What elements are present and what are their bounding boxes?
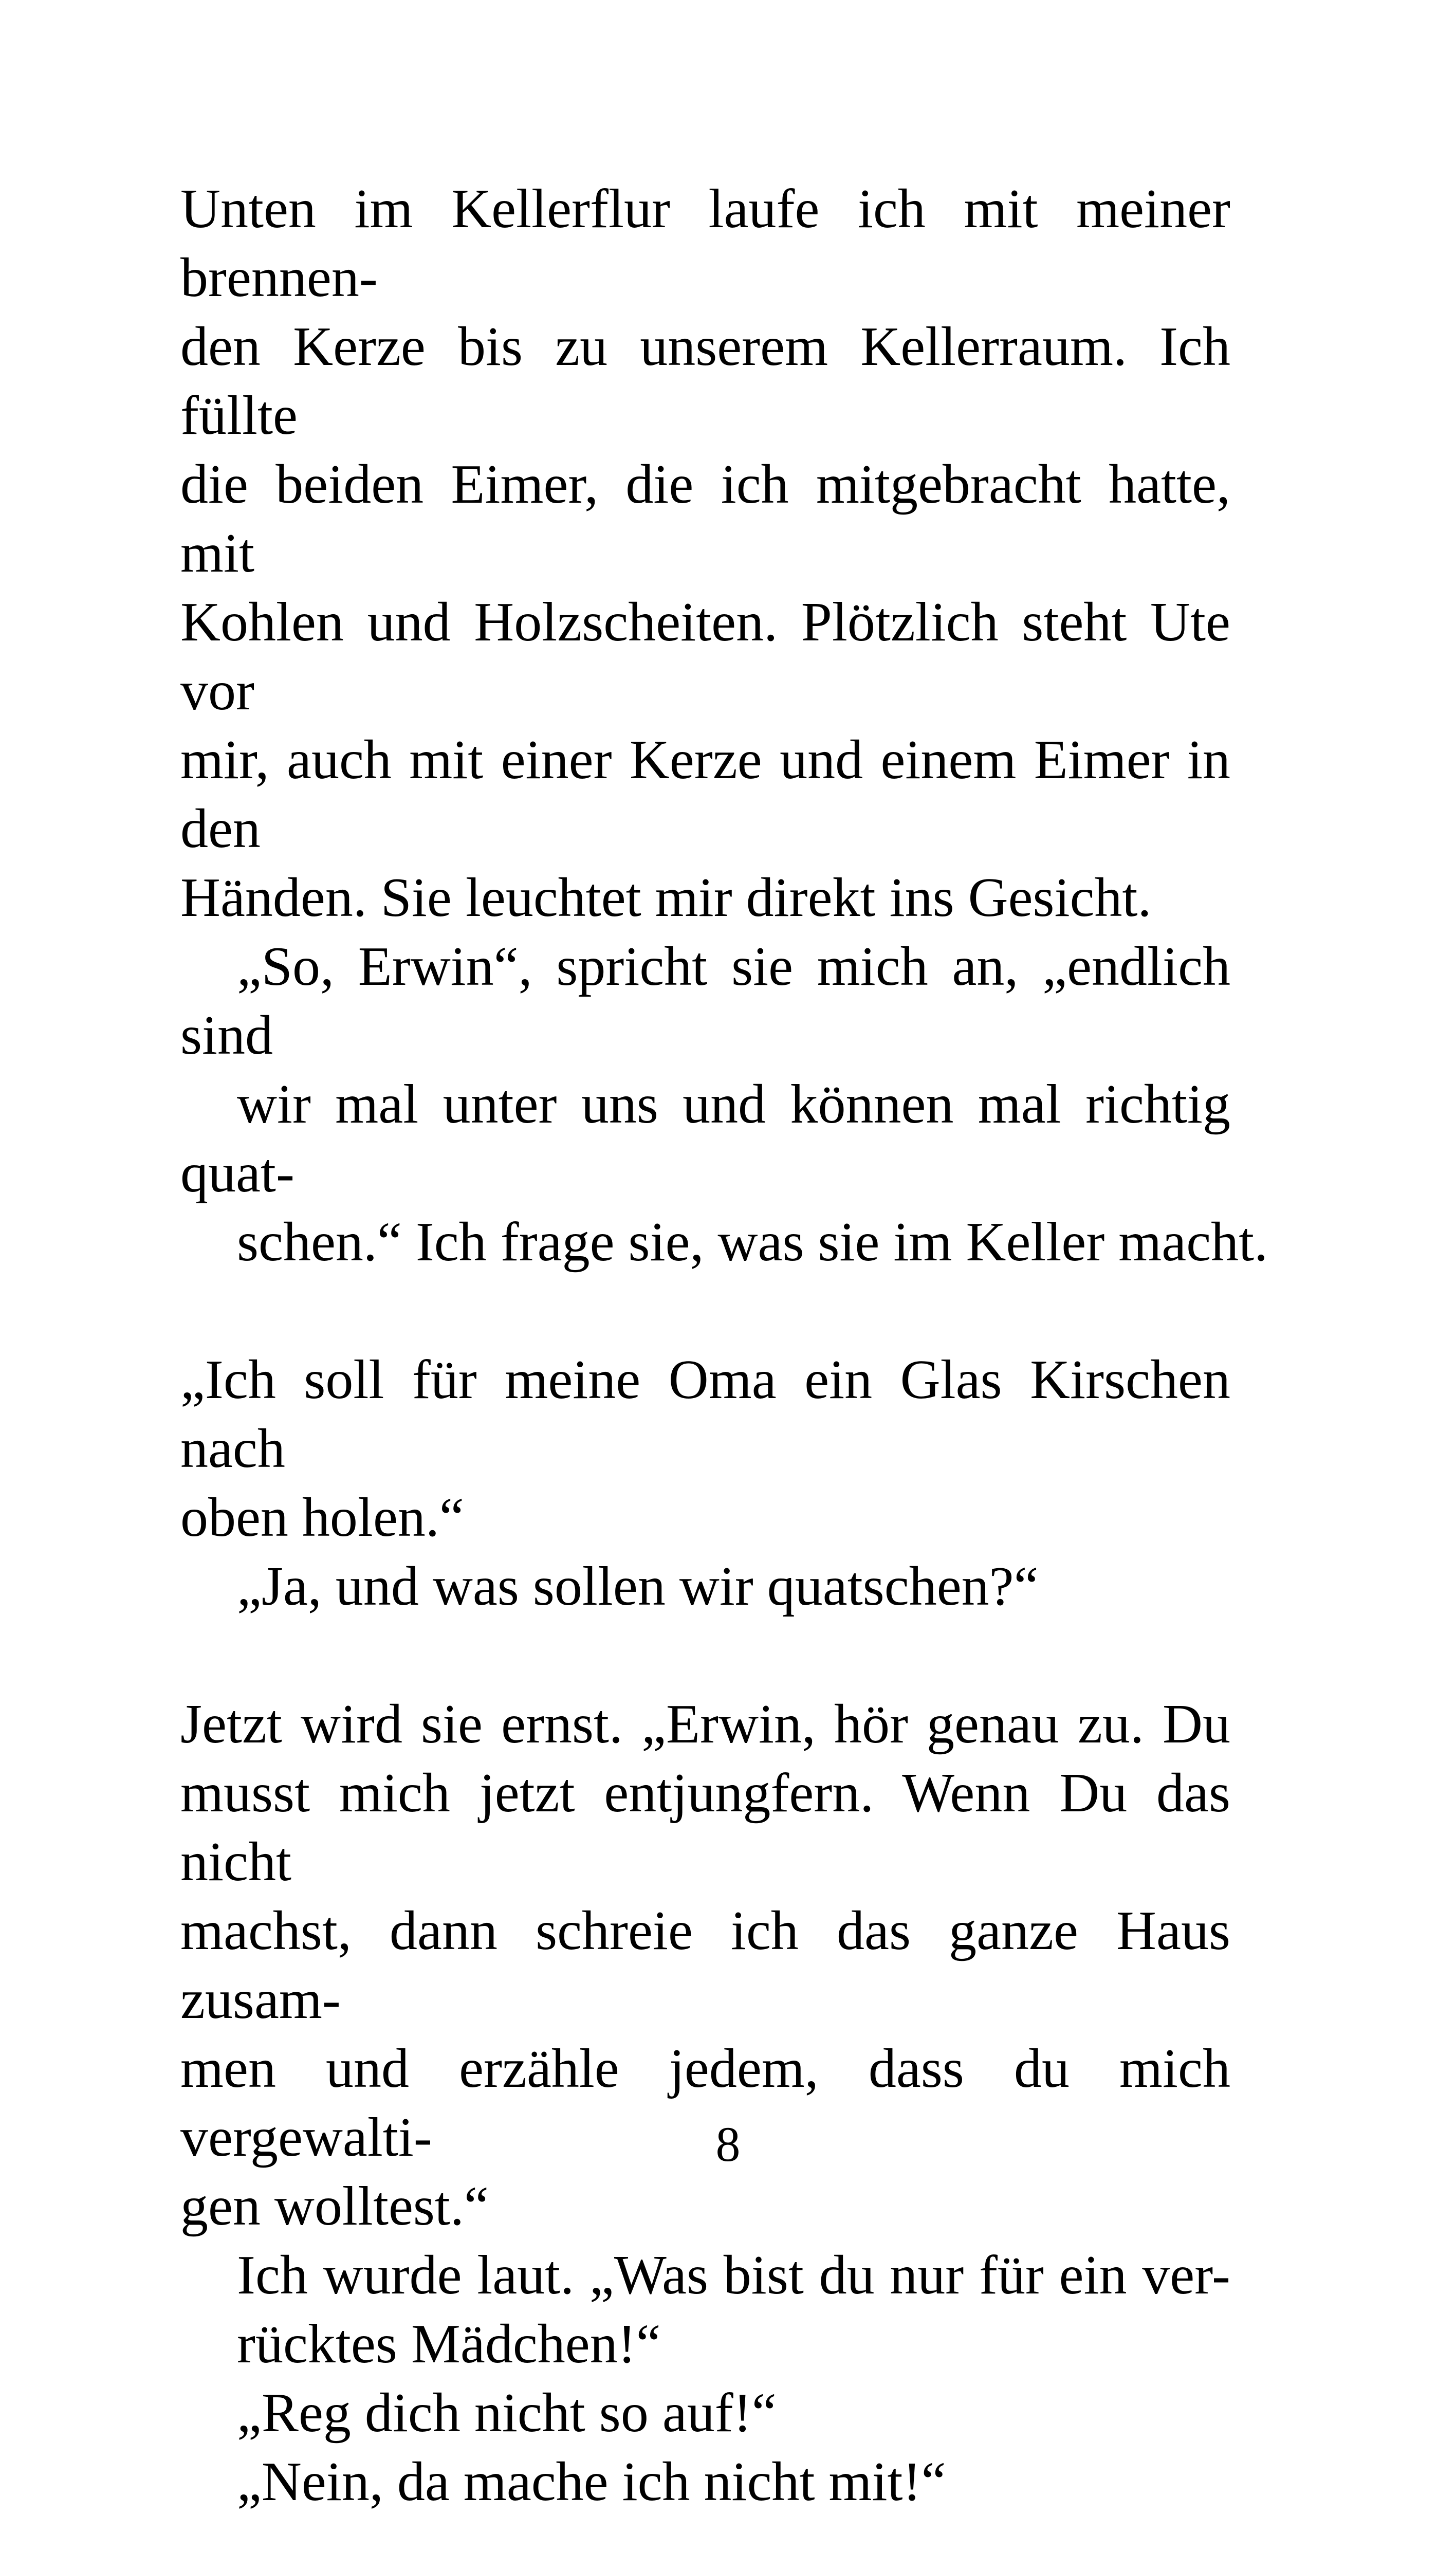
- text-line: rücktes Mädchen!“: [237, 2314, 661, 2375]
- text-line: den Kerze bis zu unserem Kellerraum. Ich füllte: [180, 316, 1230, 446]
- body-text: [180, 175, 1268, 2570]
- text-line: oben holen.“: [180, 1487, 464, 1548]
- paragraph: [180, 1346, 1230, 1552]
- text-line: mir, auch mit einer Kerze und einem Eimer in den: [180, 729, 1230, 859]
- text-line: Jetzt wird sie ernst. „Erwin, hör genau zu. Du: [180, 1694, 1230, 1755]
- paragraph: [180, 2241, 1230, 2379]
- text-line: Kohlen und Holzscheiten. Plötzlich steht Ute vor: [180, 592, 1230, 722]
- page-number: 8: [715, 2117, 741, 2172]
- text-line: die beiden Eimer, die ich mitgebracht hatte, mit: [180, 454, 1230, 584]
- text-line: wir mal unter uns und können mal richtig quat-: [180, 1074, 1230, 1204]
- text-line: men und erzähle jedem, dass du mich vergewalti-: [180, 2038, 1230, 2168]
- paragraph: [180, 1552, 1230, 1621]
- text-line: „Nein, da mache ich nicht mit!“: [237, 2451, 946, 2512]
- text-line: Unten im Kellerflur laufe ich mit meiner brennen-: [180, 178, 1230, 308]
- text-line: „Ich soll für meine Oma ein Glas Kirschen nach: [180, 1349, 1230, 1479]
- text-line: „Ja, und was sollen wir quatschen?“: [237, 1556, 1039, 1617]
- paragraph: [180, 932, 1268, 1277]
- text-line: gen wolltest.“: [180, 2176, 489, 2237]
- text-line: schen.“ Ich frage sie, was sie im Keller macht.: [237, 1211, 1268, 1273]
- paragraph: [180, 175, 1230, 932]
- text-line: musst mich jetzt entjungfern. Wenn Du das nicht: [180, 1763, 1230, 1893]
- text-line: Ich wurde laut. „Was bist du nur für ein ver-: [237, 2245, 1230, 2306]
- text-line: Händen. Sie leuchtet mir direkt ins Gesicht.: [180, 867, 1152, 928]
- text-line: „So, Erwin“, spricht sie mich an, „endlich sind: [180, 936, 1230, 1066]
- paragraph: [180, 2379, 1230, 2448]
- paragraph: [180, 2448, 1230, 2517]
- text-line: „Reg dich nicht so auf!“: [237, 2382, 777, 2444]
- text-line: machst, dann schreie ich das ganze Haus zusam-: [180, 1900, 1230, 2030]
